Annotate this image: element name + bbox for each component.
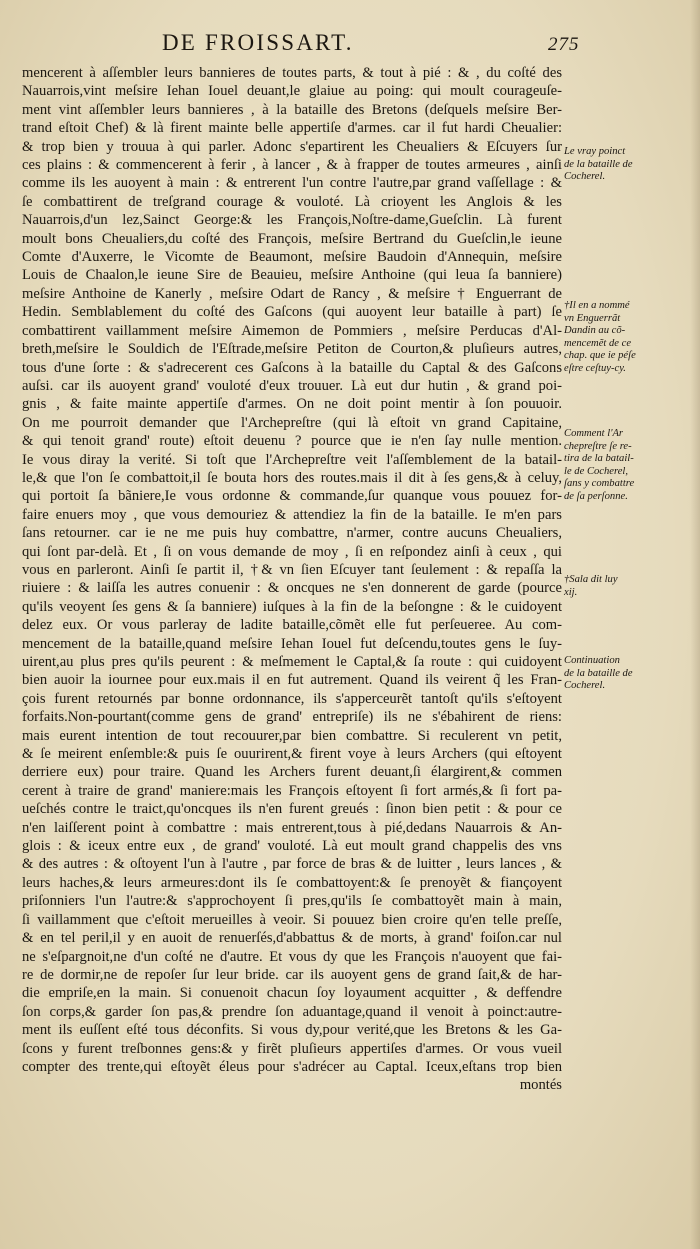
text-line: priſonniers l'un l'autre:& s'approchoyent ſi pres,qu'ils ſe combattoyẽt main à main, [22,893,562,910]
running-head [0,28,700,58]
text-line: ment ils euſſent eſté tous déconfits. Si vous dy,pour verité,que les Bretons & les Ga- [22,1022,562,1039]
text-line: auſsi. car ils auoyent grand' vouloté d'eux trouuer. Là eut dur hutin , & grand poi- [22,377,562,394]
margin-note-line: ſans y combattre [564,478,635,490]
text-line: Nauarrois,vint meſsire Iehan Iouel deuant,le glaiue au poing: qui moult courageuſe- [22,83,562,100]
text-line: qu'ils veoyent ſes gens & ſa banniere) iuſques à la fin de la beſongne : & le cuidoyent [22,598,562,615]
margin-note-enguerrant [564,300,682,376]
text-line: gnis , & faite mainte appertiſe d'armes. On ne doit point mentir à ſon pouuoir. [22,396,562,413]
text-line: mais eurent intention de tout recouurer,par bien combattre. Si reculerent vn petit, [22,727,562,744]
text-line: Louis de Chaalon,le ieune Sire de Beauieu, meſsire Anthoine (qui leua ſa banniere) [22,267,562,284]
text-line: ueſchés contre le traict,qu'oncques ils n'en furent greués : ſinon bien petit : & pour ce [22,801,562,818]
text-line: & qui tenoit grand' route) eſtoit deuenu ? pource que ie n'en ſay nulle mention. [22,433,562,450]
text-line: meſsire Anthoine de Kanerly , meſsire Odart de Rancy , & meſsire † Enguerrant de [22,285,562,302]
text-line: ment vint aſſembler leurs bannieres , à la bataille des Bretons (deſquels meſsire Ber- [22,101,562,118]
text-line: Hedin. Semblablement du coſté des Gaſcons (qui auoyent leur bataille à part) ſe [22,304,562,321]
text-line: ſcons y furent treſbonnes gens:& y firẽt pluſieurs appertiſes d'armes. Or vous vueil [22,1040,562,1057]
margin-note-line: †Il en a nommé [564,300,630,311]
text-line: montés [519,1077,562,1094]
text-line: moult bons Cheualiers,du coſté des François, meſsire Bertrand du Gueſclin,le ieune [22,230,562,247]
margin-note-line: Cocherel. [564,171,606,183]
text-line: re de dormir,ne de repoſer ſur leur bride. car ils auoyent gens de grand ſait,& de har- [22,966,562,983]
margin-note-line: Cocherel. [564,680,606,692]
text-line: mencement de la bataille,quand meſsire Iehan Iouel fut deſcendu,toutes gens le ſuy- [22,635,562,652]
text-line: forfaits.Non-pourtant(comme gens de grand' entrepriſe) ils ne s'ébahirent de riens: [22,709,562,726]
text-line: On me pourroit demander que l'Archepreſtre (qui là eſtoit vn grand Capitaine, [22,414,562,431]
text-line: le,& que l'on ſe combattoit,il ſe bouta hors des routes.mais il dit à ſes gens,& à celuy, [22,469,562,486]
margin-note-line: chepreſtre ſe re- [564,440,632,452]
text-line: delez eux. Or vous parleray de ladite bataille,cõmẽt elle fut perſeueree. Au com- [22,617,562,634]
text-line: faire enuers moy , que vous demouriez & attendiez la fin de la bataille. Ie m'en pars [22,506,562,523]
text-line: derriere eux) pour traire. Quand les Archers furent deuant,ſi élargirent,& commen [22,764,562,781]
text-line: riuiere : & laiſſa les autres conuenir : & oncques ne s'en donnerent de garde (pource [22,580,562,597]
main-text-column [22,64,562,1095]
margin-note-line: de la bataille de [564,158,633,170]
text-line: combattirent vaillamment meſsire Aimemon de Pommiers , meſsire Perducas d'Al- [22,322,562,339]
text-line: & en tel peril,il y en auoit de renuerſés,d'abbattus & de morts, à grand' foiſon.car nul [22,930,562,947]
margin-note-line: le de Cocherel, [564,465,629,477]
text-line: glois : & iceux entre eux , de grand' vouloté. Là eut moult grand chappelis des vns [22,838,562,855]
text-line: breth,meſsire le Souldich de l'Eſtrade,meſsire Petiton de Courton,& pluſieurs autres, [22,341,562,358]
text-line: çois furent retournés par bonne ordonnance, ils s'apperceurẽt tantoſt qu'ils s'eſtoyent [22,690,562,707]
text-line: comme ils les auoyent à main : & entrerent l'un contre l'autre,par grand vaſſellage : & [22,175,562,192]
text-line: bien auoir la iournee pour eux.mais il en fut autrement. Quand ils veirent q̃ les Fran- [22,672,562,689]
margin-note-line: †Sala dit luy [564,574,618,585]
margin-note-line: de la bataille de [564,667,633,679]
margin-note-line: tira de la batail- [564,453,634,465]
text-line: qui ſont par-delà. Et , ſi on vous demande de moy , ſi en reſpondez ainſi à ceux , qui [22,543,562,560]
margin-note-line: Le vray poinct [564,146,626,157]
text-line: cerent à traire de grand' maniere:mais les François eſtoyent ſi fort armés,& ſi fort pa- [22,782,562,799]
text-line: leurs haches,& leurs armeures:dont ils ſe combattoyent:& ſe prenoyẽt & fiançoyent [22,874,562,891]
page-edge-shadow [690,0,700,1249]
margin-note-sala [564,574,682,599]
text-line: qui portoit ſa bãniere,Ie vous ordonne & commande,ſur quanque vous pouuez for- [22,488,562,505]
text-line: trand eſtoit Chef) & là firent mainte belle appertiſe d'armes. car il fut hardi Cheualier: [22,120,562,137]
text-line: Ie vous diray la verité. Si toſt que l'Archepreſtre veit l'aſſemblement de la batail- [22,451,562,468]
text-line: & trop bien y trouua à qui parler. Adonc s'epartirent les Cheualiers & Eſcuyers ſur [22,138,562,155]
margin-note-line: vn Enguerrãt [564,312,621,324]
text-line: ces plains : & commencerent à ferir , à lancer , & à frapper de toutes armeures , ainſi [22,157,562,174]
margin-note-continuation [564,655,682,693]
margin-note-line: Dandin au cõ- [564,325,626,337]
text-line: mencerent à aſſembler leurs bannieres de toutes parts, & tout à pié : & , du coſté des [22,65,562,81]
text-line: tous d'une ſorte : & s'adrecerent ces Gaſcons à la bataille du Captal & des Gaſcons [22,359,562,376]
text-line: ne s'eſpargnoit,ne d'un coſté ne d'autre. Et vous dy que les François n'auoyent que fai- [22,948,562,965]
text-line: uirent,au plus pres qu'ils peurent : & meſmement le Captal,& ſa route : qui cuidoyent [22,654,562,670]
margin-note-line: eſtre ceſtuy-cy. [564,362,626,374]
margin-note-line: chap. que ie péſe [564,350,636,362]
margin-note-archepretre [564,428,682,504]
text-line: & ſe meirent enſemble:& puis ſe ouurirent,& firent voye à leurs Archers (qui eſtoyent [22,746,562,763]
text-line: Nauarrois,d'un lez,Sainct George:& les François,Noſtre-dame,Gueſclin. Là furent [22,212,562,229]
text-line: ſe combattirent de treſgrand courage & vouloté. Là crioyent les Anglois & les [22,193,562,210]
text-line: & des autres : & oſtoyent l'un à l'autre , par force de bras & de luitter , leurs lances , & [22,856,562,873]
margin-note-line: Continuation [564,655,620,666]
text-line: compter des trente,qui eſtoyẽt éleus pour s'adrécer au Captal. Iceux,eſtans trop bien [22,1058,562,1075]
text-line: ſans retourner. car ie ne me puis huy combattre, n'armer, contre aucuns Cheualiers, [22,525,562,542]
text-line: Comte d'Auxerre, le Vicomte de Beaumont, meſsire Baudoin d'Annequin, meſsire [22,249,562,266]
page-number: 275 [548,34,580,55]
margin-note-battle [564,146,682,184]
text-line: ſi vaillamment que c'eſtoit merueilles à veoir. Si pouuez bien croire qu'en telle preſſe, [22,911,562,928]
text-line: n'en laiſſerent point à combattre : mais entrerent,tous à pié,dedans Nauarrois & An- [22,819,562,836]
text-line: vous en parleront. Ainſi ſe partit il, †& vn ſien Eſcuyer tant ſeulement : & repaſſa la [22,561,562,578]
text-line: ſon corps,& garder ſon pas,& prendre ſon aduantage,quand il venoit à poinct:autre- [22,1003,562,1020]
text-line: die empriſe,en la main. Si conuenoit chacun ſoy loyaument acquitter , & deffendre [22,985,562,1002]
margin-note-line: xij. [564,586,578,598]
running-title: DE FROISSART. [162,30,354,55]
margin-note-line: Comment l'Ar [564,428,624,439]
margin-note-line: mencemẽt de ce [564,337,632,349]
margin-note-line: de ſa perſonne. [564,490,628,502]
